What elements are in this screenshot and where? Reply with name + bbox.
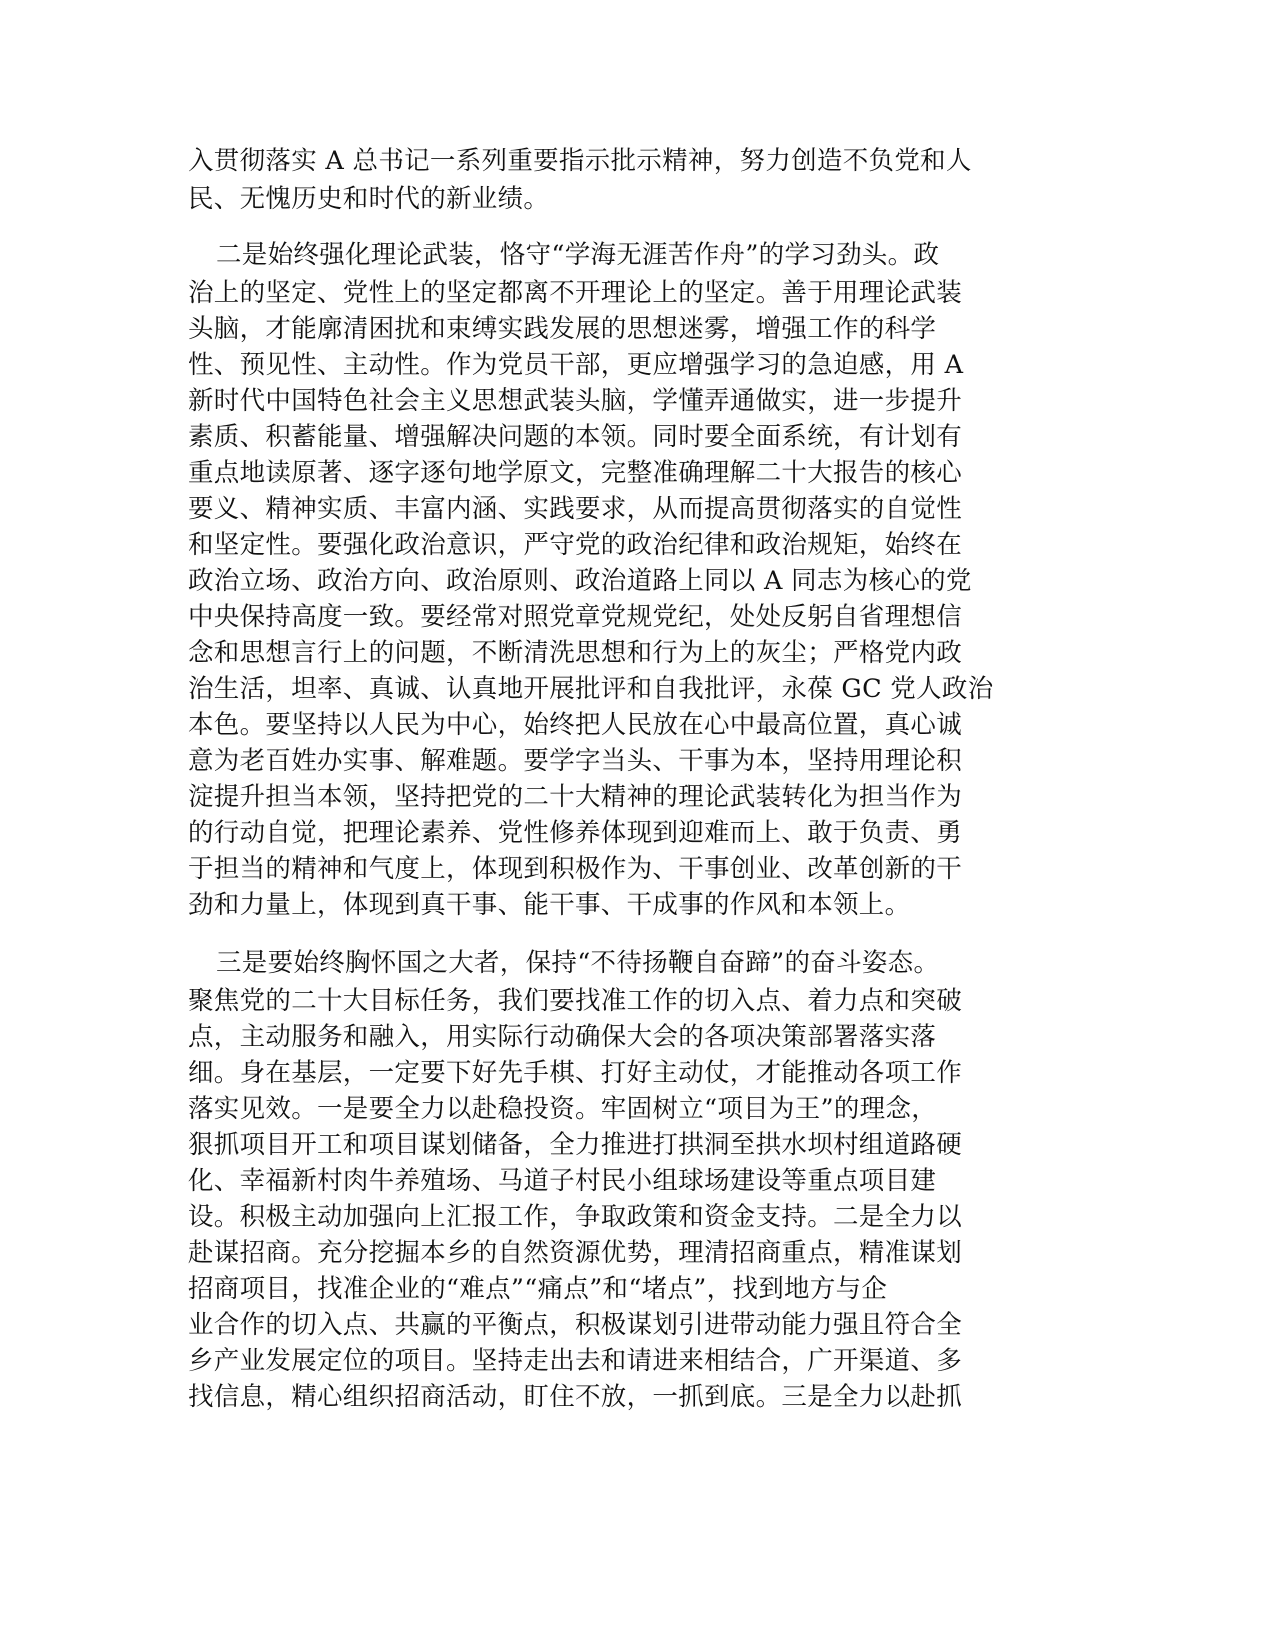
text-line: 性、预见性、主动性。作为党员干部，更应增强学习的急迫感，用 A: [188, 350, 964, 380]
text-line: 业合作的切入点、共赢的平衡点，积极谋划引进带动能力强且符合全: [188, 1310, 963, 1340]
text-line: 的行动自觉，把理论素养、党性修养体现到迎难而上、敢于负责、勇: [188, 818, 963, 848]
text-line: 入贯彻落实 A 总书记一系列重要指示批示精神，努力创造不负党和人: [188, 146, 972, 176]
text-line: 念和思想言行上的问题，不断清洗思想和行为上的灰尘；严格党内政: [188, 638, 963, 668]
text-line: 聚焦党的二十大目标任务，我们要找准工作的切入点、着力点和突破: [188, 986, 963, 1016]
text-line: 政治立场、政治方向、政治原则、政治道路上同以 A 同志为核心的党: [188, 566, 972, 596]
text-line: 劲和力量上，体现到真干事、能干事、干成事的作风和本领上。: [188, 890, 911, 920]
text-line: 头脑，才能廓清困扰和束缚实践发展的思想迷雾，增强工作的科学: [188, 314, 937, 344]
text-line: 二是始终强化理论武装，恪守“学海无涯苦作舟”的学习劲头。政: [216, 240, 940, 270]
text-line: 狠抓项目开工和项目谋划储备，全力推进打拱洞至拱水坝村组道路硬: [188, 1130, 963, 1160]
text-line: 本色。要坚持以人民为中心，始终把人民放在心中最高位置，真心诚: [188, 710, 963, 740]
text-line: 设。积极主动加强向上汇报工作，争取政策和资金支持。二是全力以: [188, 1202, 963, 1232]
text-line: 三是要始终胸怀国之大者，保持“不待扬鞭自奋蹄”的奋斗姿态。: [216, 948, 940, 978]
text-line: 素质、积蓄能量、增强解决问题的本领。同时要全面系统，有计划有: [188, 422, 963, 452]
text-line: 点，主动服务和融入，用实际行动确保大会的各项决策部署落实落: [188, 1022, 937, 1052]
text-line: 化、幸福新村肉牛养殖场、马道子村民小组球场建设等重点项目建: [188, 1166, 937, 1196]
text-line: 于担当的精神和气度上，体现到积极作为、干事创业、改革创新的干: [188, 854, 963, 884]
text-line: 淀提升担当本领，坚持把党的二十大精神的理论武装转化为担当作为: [188, 782, 963, 812]
text-line: 赴谋招商。充分挖掘本乡的自然资源优势，理清招商重点，精准谋划: [188, 1238, 963, 1268]
text-line: 招商项目，找准企业的“难点”“痛点”和“堵点”，找到地方与企: [188, 1274, 888, 1304]
text-line: 细。身在基层，一定要下好先手棋、打好主动仗，才能推动各项工作: [188, 1058, 963, 1088]
text-line: 治上的坚定、党性上的坚定都离不开理论上的坚定。善于用理论武装: [188, 278, 963, 308]
text-line: 中央保持高度一致。要经常对照党章党规党纪，处处反躬自省理想信: [188, 602, 963, 632]
text-line: 新时代中国特色社会主义思想武装头脑，学懂弄通做实，进一步提升: [188, 386, 963, 416]
text-line: 意为老百姓办实事、解难题。要学字当头、干事为本，坚持用理论积: [188, 746, 963, 776]
text-line: 要义、精神实质、丰富内涵、实践要求，从而提高贯彻落实的自觉性: [188, 494, 963, 524]
text-line: 乡产业发展定位的项目。坚持走出去和请进来相结合，广开渠道、多: [188, 1346, 963, 1376]
text-line: 找信息，精心组织招商活动，盯住不放，一抓到底。三是全力以赴抓: [188, 1382, 963, 1412]
text-line: 治生活，坦率、真诚、认真地开展批评和自我批评，永葆 GC 党人政治: [188, 674, 994, 704]
text-line: 重点地读原著、逐字逐句地学原文，完整准确理解二十大报告的核心: [188, 458, 963, 488]
text-line: 民、无愧历史和时代的新业绩。: [188, 184, 550, 214]
text-line: 和坚定性。要强化政治意识，严守党的政治纪律和政治规矩，始终在: [188, 530, 963, 560]
text-line: 落实见效。一是要全力以赴稳投资。牢固树立“项目为王”的理念，: [188, 1094, 938, 1124]
